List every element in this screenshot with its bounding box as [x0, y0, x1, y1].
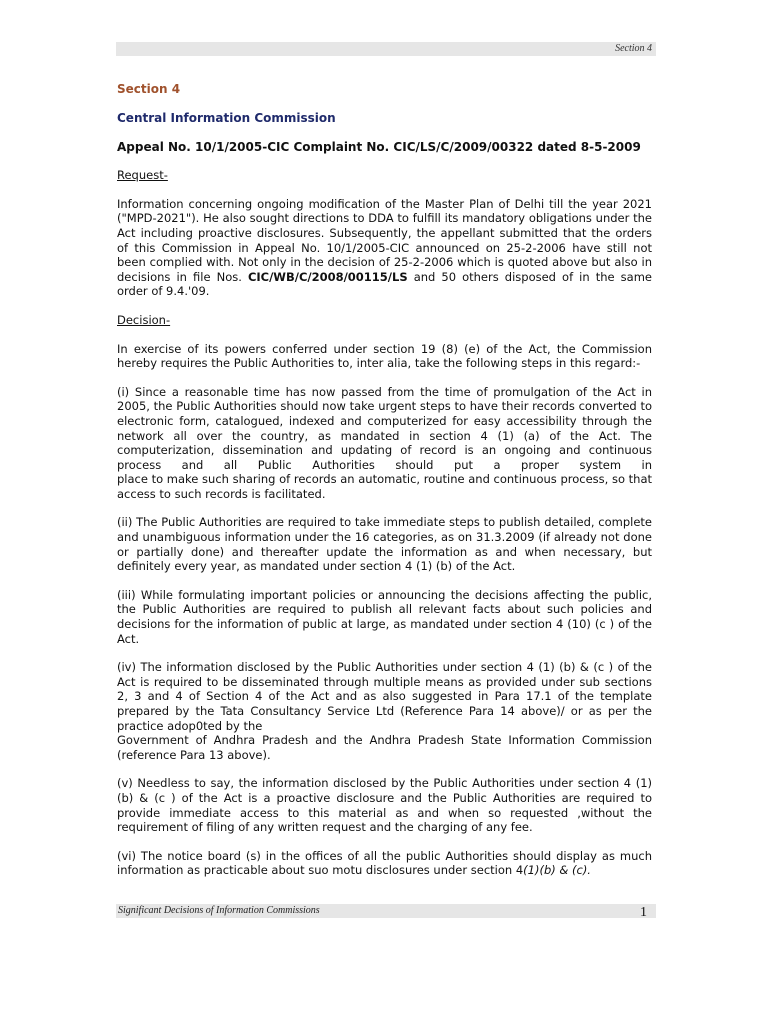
decision-item-vi-italic: (1)(b) & (c).	[523, 863, 591, 878]
document-body	[117, 82, 652, 878]
decision-item-i-part1: (i) Since a reasonable time has now passed from the time of promulgation of the Act in 2005, the Public Authorities should now take urgent steps to have their records converted to electronic form, catalogued, indexed and computerized for easy accessibility through the network all over the country, as mandated in section 4 (1) (a) of the Act. The computerization, dissemination and updating of record is an ongoing and continuous process and all Public Authorities should put a proper system in	[117, 384, 652, 472]
decision-item-iv	[117, 660, 652, 762]
decision-item-i	[117, 385, 652, 502]
decision-item-ii: (ii) The Public Authorities are required to take immediate steps to publish detailed, complete and unambiguous information under the 16 categories, as on 31.3.2009 (if already not done or partially done) and thereafter update the information as and when necessary, but definitely every year, as mandated under section 4 (1) (b) of the Act.	[117, 515, 652, 574]
decision-item-vi-text: (vi) The notice board (s) in the offices of all the public Authorities should display as much information as practicable about suo motu disclosures under section 4	[117, 848, 652, 878]
commission-title: Central Information Commission	[117, 110, 336, 125]
decision-item-iv-part2: Government of Andhra Pradesh and the Andhra Pradesh State Information Commission (reference Para 13 above).	[117, 733, 652, 762]
request-text-end: and 50 others disposed of in the same order of 9.4.'09.	[117, 269, 652, 299]
appeal-line: Appeal No. 10/1/2005-CIC Complaint No. CIC/LS/C/2009/00322 dated 8-5-2009	[117, 140, 641, 155]
decision-item-vi	[117, 849, 652, 878]
request-paragraph	[117, 197, 652, 299]
decision-item-i-part2: place to make such sharing of records an automatic, routine and continuous process, so that access to such records is facilitated.	[117, 472, 652, 501]
request-heading: Request-	[117, 168, 168, 183]
decision-item-iii: (iii) While formulating important policies or announcing the decisions affecting the public, the Public Authorities are required to publish all relevant facts about such policies and decisions for the information of public at large, as mandated under section 4 (10) (c ) of the Act.	[117, 587, 652, 646]
decision-item-iv-part1: (iv) The information disclosed by the Public Authorities under section 4 (1) (b) & (c ) of the Act is required to be disseminated through multiple means as provided under sub sections 2, 3 and 4 of Section 4 of the Act and as also suggested in Para 17.1 of the template prepared by the Tata Consultancy Service Ltd (Reference Para 14 above)/ or as per the practice adop0ted by the	[117, 660, 652, 733]
footer-bar	[116, 904, 656, 918]
running-footer: Significant Decisions of Information Commissions	[118, 905, 320, 916]
decision-intro: In exercise of its powers conferred under section 19 (8) (e) of the Act, the Commission hereby requires the Public Authorities to, inter alia, take the following steps in this regard:-	[117, 341, 652, 371]
header-bar	[116, 42, 656, 56]
request-text: Information concerning ongoing modification of the Master Plan of Delhi till the year 2021 ("MPD-2021"). He also sought directions to DDA to fulfill its mandatory obligations under the Act including proactive disclosures. Subsequently, the appellant submitted that the orders of this Commission in Appeal No. 10/1/2005-CIC announced on 25-2-2006 have still not been complied with. Not only in the decision of 25-2-2006 which is quoted above but also in decisions in file Nos.	[117, 196, 652, 284]
running-header: Section 4	[615, 43, 652, 54]
decision-item-v: (v) Needless to say, the information disclosed by the Public Authorities under section 4 (1) (b) & (c ) of the Act is a proactive disclosure and the Public Authorities are required to provide immediate access to this material as and when so requested ,without the requirement of filing of any written request and the charging of any fee.	[117, 776, 652, 835]
page-number: 1	[640, 905, 647, 920]
file-number: CIC/WB/C/2008/00115/LS	[247, 269, 408, 284]
section-title: Section 4	[117, 82, 181, 96]
decision-heading: Decision-	[117, 312, 171, 327]
